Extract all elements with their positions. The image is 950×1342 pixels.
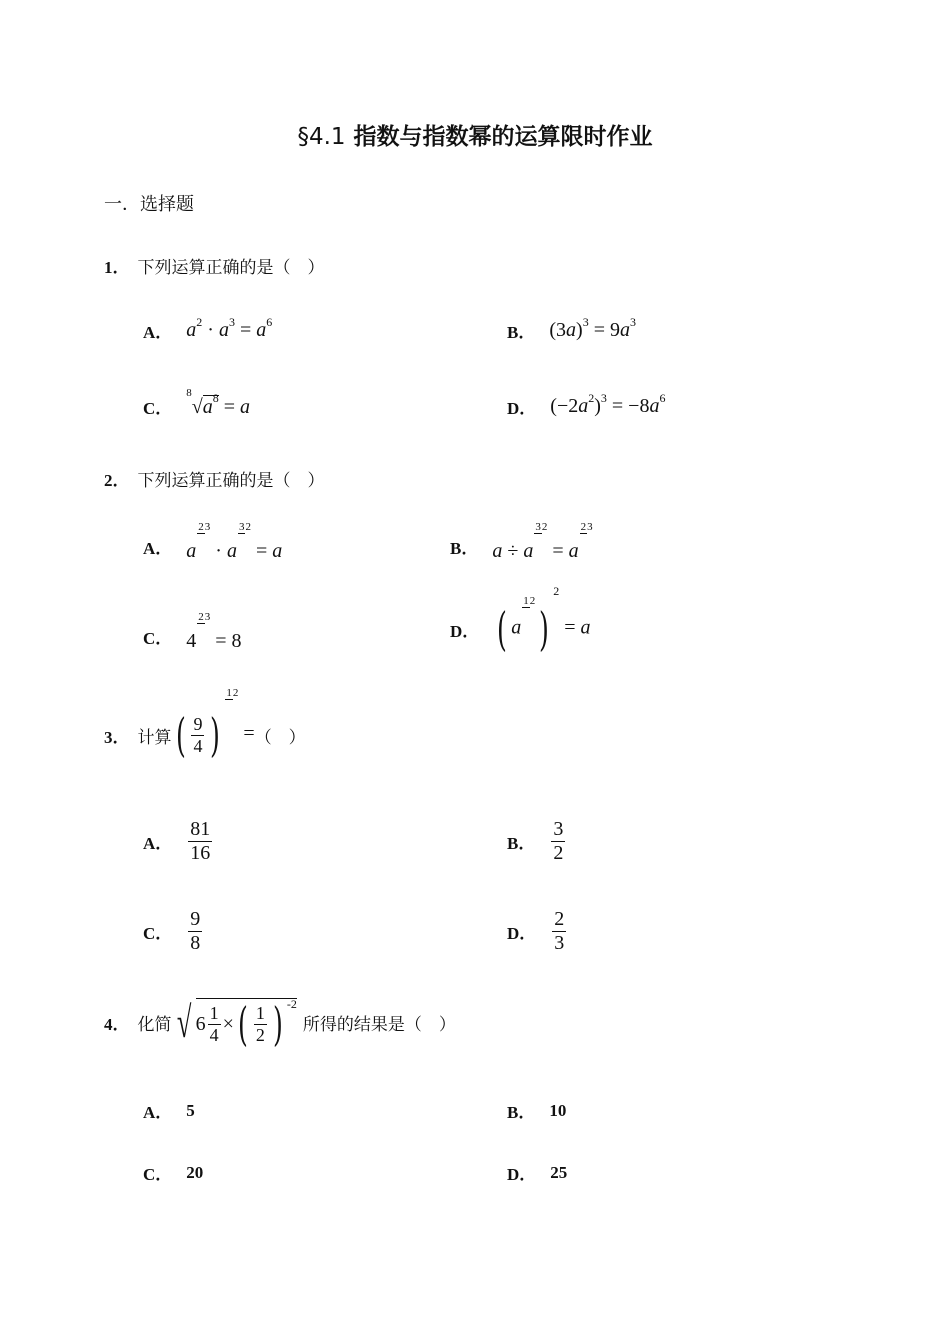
option-label: D．: [507, 1165, 537, 1184]
q1-option-c[interactable]: [143, 386, 251, 419]
option-label: B．: [450, 539, 479, 558]
page-title: [0, 118, 950, 151]
option-formula: $\frac{3}{2}$: [553, 818, 564, 864]
option-formula: $\frac{9}{8}$: [190, 908, 201, 954]
q1-option-b[interactable]: [507, 315, 636, 343]
option-label: B．: [507, 323, 536, 342]
q2-option-d[interactable]: [450, 584, 591, 656]
question-stem-prefix: 化简: [137, 1015, 172, 1035]
option-label: D．: [450, 621, 480, 641]
option-formula: $\frac{81}{16}$: [190, 818, 211, 864]
q4-option-a[interactable]: [143, 1098, 209, 1123]
q2-option-a[interactable]: [143, 521, 283, 563]
option-label: A．: [143, 539, 173, 558]
option-value: 5: [186, 1100, 195, 1120]
option-formula: 423 = 8: [186, 611, 242, 652]
option-formula: $(3a)^3 = 9a^3$: [549, 315, 636, 341]
option-label: C．: [143, 1165, 173, 1184]
title-text: 指数与指数幂的运算限时作业: [353, 124, 653, 150]
question-stem: 下列运算正确的是（ ）: [137, 258, 325, 278]
section-mark: §4.1: [297, 124, 346, 150]
question-1: [104, 253, 325, 278]
option-formula: $a^2 \cdot a^3 = a^6$: [186, 315, 273, 341]
option-label: D．: [507, 399, 537, 418]
question-stem: 下列运算正确的是（ ）: [137, 471, 325, 491]
option-label: C．: [143, 399, 173, 418]
question-stem-prefix: 计算: [137, 727, 172, 748]
option-value: 25: [550, 1162, 568, 1182]
option-label: A．: [143, 834, 173, 853]
option-label: A．: [143, 1103, 173, 1122]
q4-option-c[interactable]: [143, 1160, 217, 1185]
option-label: B．: [507, 834, 536, 853]
option-formula: ( a12)$^2$ = a: [497, 584, 591, 656]
option-value: 10: [549, 1100, 567, 1120]
question-stem-suffix: 所得的结果是（ ）: [302, 1015, 456, 1035]
q1-option-a[interactable]: [143, 315, 273, 343]
question-formula: √ 6 $\frac{1}{4}$ × ( $\frac{1}{2}$ ) $^{-2}$: [176, 996, 297, 1051]
option-label: A．: [143, 323, 173, 342]
question-4: [104, 996, 456, 1051]
question-2: [104, 466, 325, 491]
option-label: C．: [143, 924, 173, 943]
question-3: [104, 687, 306, 762]
option-label: D．: [507, 924, 537, 943]
section-heading: 一．选择题: [104, 194, 194, 215]
q2-option-b[interactable]: [450, 521, 593, 563]
option-formula: a23 · a32 = a: [186, 521, 283, 562]
q3-option-a[interactable]: [143, 818, 214, 865]
option-label: B．: [507, 1103, 536, 1122]
option-formula: $(-2a^2)^3 = -8a^6$: [550, 391, 666, 417]
question-stem-suffix: （ ）: [254, 727, 306, 748]
q3-option-d[interactable]: [507, 908, 568, 955]
q4-option-b[interactable]: [507, 1098, 580, 1123]
q1-option-d[interactable]: [507, 391, 666, 419]
question-number: 4．: [104, 1015, 130, 1034]
question-formula: ( $\frac{9}{4}$ )12 =: [175, 687, 255, 762]
question-number: 1．: [104, 258, 130, 277]
question-number: 2．: [104, 471, 130, 490]
question-number: 3．: [104, 727, 130, 747]
option-formula: $^8√a^8 = a$: [186, 386, 251, 418]
option-formula: a ÷ a32 = a23: [492, 521, 593, 562]
q3-option-c[interactable]: [143, 908, 204, 955]
option-formula: $\frac{2}{3}$: [554, 908, 565, 954]
q4-option-d[interactable]: [507, 1160, 581, 1185]
option-value: 20: [186, 1162, 204, 1182]
q3-option-b[interactable]: [507, 818, 567, 865]
q2-option-c[interactable]: [143, 611, 242, 653]
option-label: C．: [143, 629, 173, 648]
